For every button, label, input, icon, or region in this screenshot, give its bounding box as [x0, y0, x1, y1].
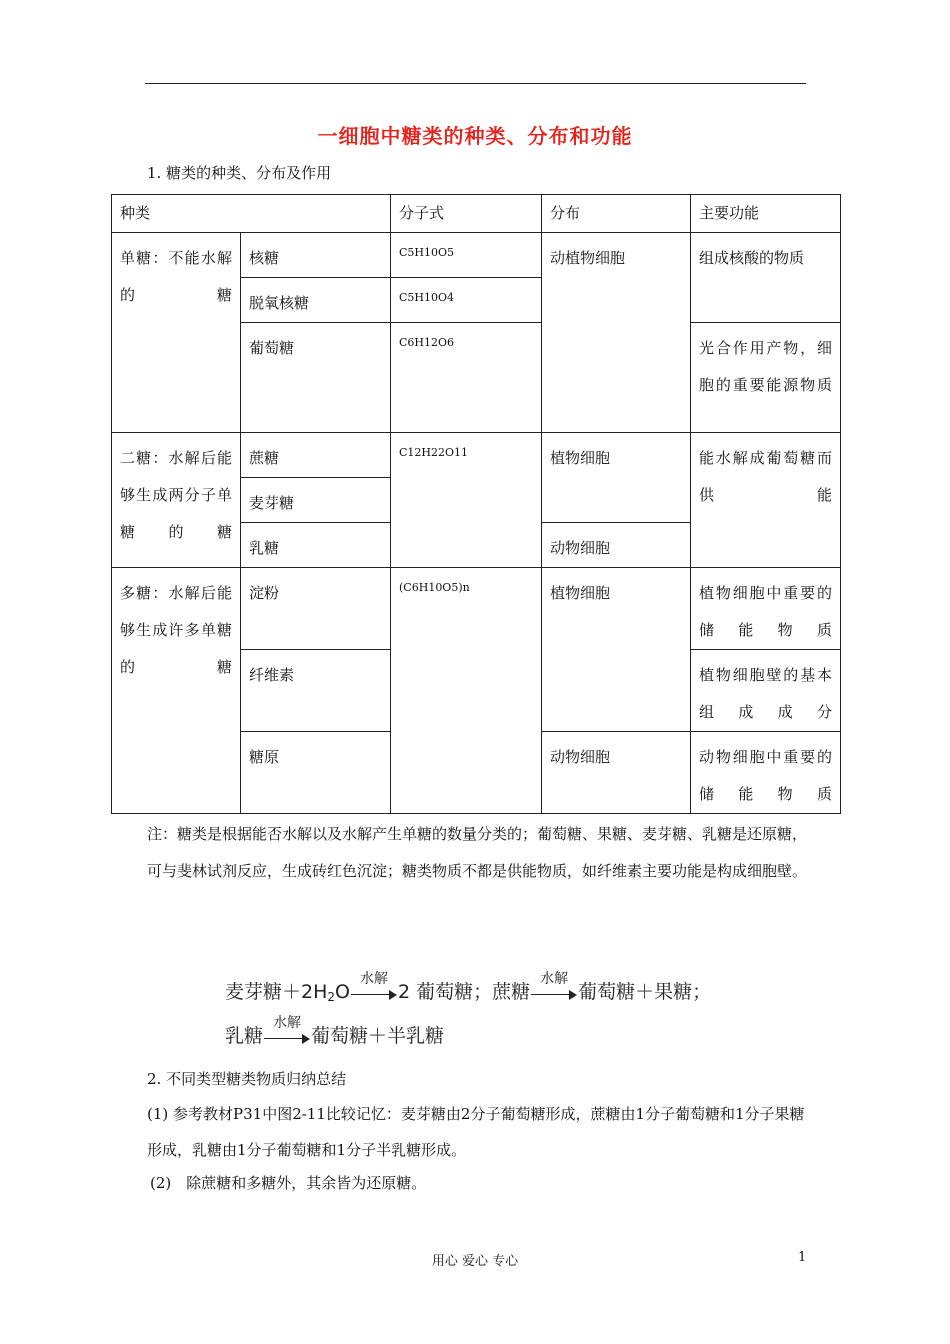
arrow-icon	[351, 971, 397, 1004]
note-paragraph: 注：糖类是根据能否水解以及水解产生单糖的数量分类的；葡萄糖、果糖、麦芽糖、乳糖是还原糖，可与斐林试剂反应，生成砖红色沉淀；糖类物质不都是供能物质，如纤维素主要功能是构成细胞壁。	[147, 825, 808, 880]
distribution-plant: 植物细胞	[542, 433, 691, 523]
hydrolysis-equations	[225, 965, 745, 1055]
sugar-deoxyribose: 脱氧核糖	[241, 278, 391, 323]
header-distribution: 分布	[542, 195, 691, 233]
arrow-label: 水解	[360, 971, 388, 987]
formula-polysaccharide: (C6H10O5)n	[391, 568, 542, 814]
header-function: 主要功能	[691, 195, 841, 233]
function-disaccharide: 能水解成葡萄糖而供能	[691, 433, 841, 568]
sugar-lactose: 乳糖	[241, 523, 391, 568]
function-glucose: 光合作用产物，细胞的重要能源物质	[691, 323, 841, 433]
section-2-heading: 2. 不同类型糖类物质归纳总结	[147, 1070, 347, 1088]
footer-text: 用心 爱心 专心	[431, 1254, 519, 1269]
sugar-glycogen: 糖原	[241, 732, 391, 814]
function-cellulose: 植物细胞壁的基本组成成分	[691, 650, 841, 732]
category-monosaccharide: 单糖：不能水解的糖	[112, 233, 241, 433]
table-row	[112, 568, 841, 650]
page-number: 1	[798, 1250, 807, 1265]
eq-sucrose: 蔗糖	[492, 981, 531, 1003]
formula-glucose: C6H12O6	[391, 323, 542, 433]
distribution-plant: 植物细胞	[542, 568, 691, 732]
eq-water-o: O	[335, 981, 350, 1003]
function-starch: 植物细胞中重要的储能物质	[691, 568, 841, 650]
formula-deoxyribose: C5H10O4	[391, 278, 542, 323]
sugar-cellulose: 纤维素	[241, 650, 391, 732]
sugar-starch: 淀粉	[241, 568, 391, 650]
eq-glucose-galactose: 葡萄糖＋半乳糖	[311, 1025, 445, 1047]
equation-line-1: 麦芽糖$+2H_2O$ 水解 2 葡萄糖；蔗糖 水解 葡萄糖＋果糖；	[225, 977, 711, 1004]
sugar-ribose: 核糖	[241, 233, 391, 278]
arrow-icon	[531, 971, 577, 1004]
category-polysaccharide: 多糖：水解后能够生成许多单糖的糖	[112, 568, 241, 814]
eq-lactose: 乳糖	[225, 1025, 264, 1047]
sugar-maltose: 麦芽糖	[241, 478, 391, 523]
header-type: 种类	[112, 195, 391, 233]
eq-two-glucose: 2 葡萄糖；	[398, 981, 493, 1003]
distribution-animal: 动物细胞	[542, 523, 691, 568]
header-formula: 分子式	[391, 195, 542, 233]
arrow-label: 水解	[540, 971, 569, 987]
formula-disaccharide: C12H22O11	[391, 433, 542, 568]
header-rule	[145, 83, 806, 84]
table-header-row	[112, 195, 841, 233]
page-title: 一细胞中糖类的种类、分布和功能	[317, 124, 633, 148]
function-nucleic-acid: 组成核酸的物质	[691, 233, 841, 323]
distribution-animal: 动物细胞	[542, 732, 691, 814]
eq-maltose-water: 麦芽糖＋2H	[225, 981, 328, 1003]
sugar-table	[111, 194, 841, 814]
sugar-sucrose: 蔗糖	[241, 433, 391, 478]
eq-glucose-fructose: 葡萄糖＋果糖；	[578, 981, 712, 1003]
arrow-icon	[264, 1015, 310, 1048]
table-row	[112, 233, 841, 278]
function-glycogen: 动物细胞中重要的储能物质	[691, 732, 841, 814]
table-row	[112, 433, 841, 478]
section-1-heading: 1. 糖类的种类、分布及作用	[147, 164, 332, 182]
distribution-animal-plant: 动植物细胞	[542, 233, 691, 433]
arrow-label: 水解	[273, 1015, 302, 1031]
sugar-glucose: 葡萄糖	[241, 323, 391, 433]
paragraph-1: (1) 参考教材P31中图2-11比较记忆：麦芽糖由2分子葡萄糖形成，蔗糖由1分子葡萄糖和1分子果糖形成，乳糖由1分子葡萄糖和1分子半乳糖形成。	[147, 1105, 805, 1159]
formula-ribose: C5H10O5	[391, 233, 542, 278]
category-disaccharide: 二糖：水解后能够生成两分子单糖的糖	[112, 433, 241, 568]
paragraph-2: (2) 除蔗糖和多糖外，其余皆为还原糖。	[150, 1174, 427, 1192]
equation-line-2	[225, 1015, 445, 1048]
